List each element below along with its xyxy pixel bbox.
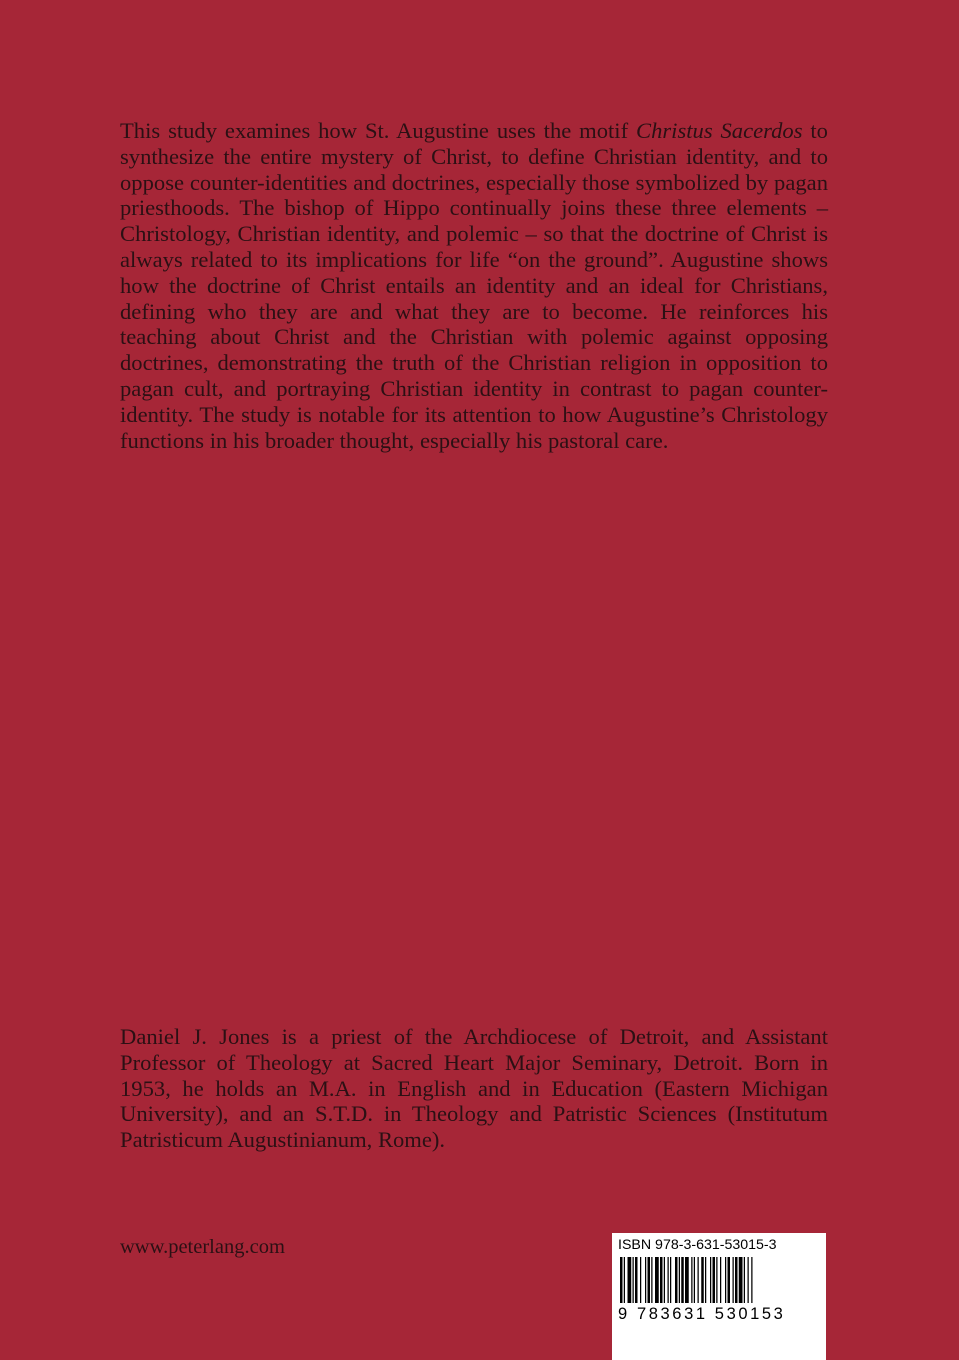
barcode-bar bbox=[655, 1257, 659, 1303]
barcode-bar bbox=[733, 1257, 734, 1303]
publisher-website: www.peterlang.com bbox=[120, 1236, 285, 1258]
barcode-icon bbox=[618, 1257, 820, 1305]
author-bio: Daniel J. Jones is a priest of the Archdiocese of Detroit, and Assistant Professor of Theology at Sacred Heart Major Seminary, Detroit. Born in 1953, he holds an M.A. in English and in Education (Eastern Michigan University), and an S.T.D. in Theology and Patristic Sciences (Institutum Patristicum Augustinianum, Rome). bbox=[120, 1024, 828, 1153]
isbn-label: ISBN 978-3-631-53015-3 bbox=[618, 1237, 777, 1253]
barcode-bar bbox=[660, 1257, 663, 1303]
barcode-bar bbox=[664, 1257, 665, 1303]
barcode-bar bbox=[675, 1257, 678, 1303]
barcode-bar bbox=[716, 1257, 717, 1303]
barcode-bar bbox=[735, 1257, 738, 1303]
barcode-bar bbox=[620, 1257, 623, 1303]
barcode-bar bbox=[640, 1257, 641, 1303]
barcode-bar bbox=[713, 1257, 716, 1303]
barcode-bar bbox=[698, 1257, 699, 1303]
isbn-barcode-box bbox=[612, 1233, 826, 1360]
barcode-bar bbox=[728, 1257, 731, 1303]
barcode-bar bbox=[645, 1257, 646, 1303]
barcode-bar bbox=[670, 1257, 671, 1303]
barcode-bar bbox=[705, 1257, 706, 1303]
barcode-bar bbox=[725, 1257, 726, 1303]
barcode-bar bbox=[679, 1257, 680, 1303]
barcode-bar bbox=[720, 1257, 721, 1303]
barcode-bar bbox=[701, 1257, 704, 1303]
barcode-bar bbox=[744, 1257, 745, 1303]
barcode-bar bbox=[739, 1257, 743, 1303]
barcode-bar bbox=[624, 1257, 625, 1303]
barcode-bar bbox=[651, 1257, 652, 1303]
barcode-bar bbox=[628, 1257, 632, 1303]
book-description bbox=[120, 118, 828, 453]
barcode-bar bbox=[691, 1257, 692, 1303]
description-text-start: This study examines how St. Augustine uses the motif bbox=[120, 118, 637, 143]
barcode-digits: 9 783631 530153 bbox=[618, 1305, 786, 1323]
barcode-bar bbox=[748, 1257, 749, 1303]
barcode-bar bbox=[685, 1257, 689, 1303]
barcode-bar bbox=[694, 1257, 695, 1303]
barcode-bar bbox=[635, 1257, 638, 1303]
barcode-bar bbox=[681, 1257, 684, 1303]
barcode-bar bbox=[668, 1257, 669, 1303]
motif-title: Christus Sacerdos bbox=[636, 118, 803, 143]
description-text-rest: to synthesize the entire mystery of Christ, to define Christian identity, and to oppose counter-identities and doctrines, especially those symbolized by pagan priesthoods. The bishop of Hippo continually joins these three elements – Christology, Christian identity, and polemic – so that the doctrine of Christ is always related to its implications for life “on the ground”. Augustine shows how the doctrine of Christ entails an identity and an ideal for Christians, defining who they are and what they are to become. He reinforces his teaching about Christ and the Christian with polemic against opposing doctrines, demonstrating the truth of the Christian religion in opposition to pagan cult, and portraying Christian identity in contrast to pagan counter-identity. The study is notable for its attention to how Augustine’s Christology functions in his broader thought, especially his pastoral care. bbox=[120, 118, 828, 453]
barcode-bar bbox=[751, 1257, 752, 1303]
barcode-bar bbox=[648, 1257, 651, 1303]
barcode-bar bbox=[633, 1257, 634, 1303]
barcode-bar bbox=[710, 1257, 711, 1303]
